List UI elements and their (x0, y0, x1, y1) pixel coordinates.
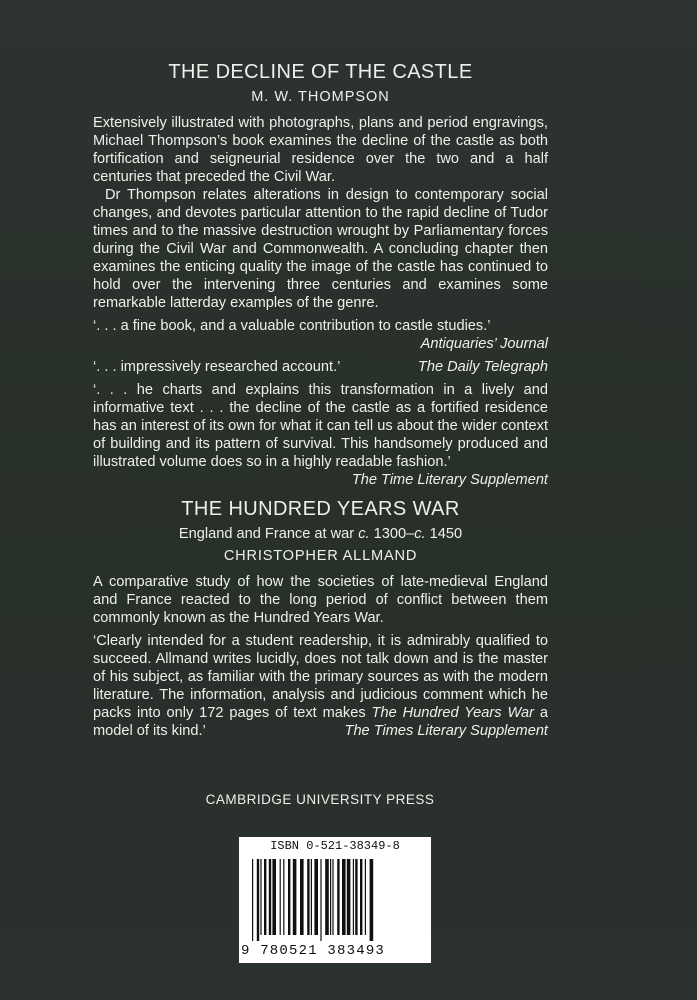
book2-para1: A comparative study of how the societies of late-medieval England and France reacted to the long period of conflict between them commonly known as the Hundred Years War. (93, 574, 548, 626)
quote-body: a model of its kind.’ (93, 705, 549, 739)
book2-title: THE HUNDRED YEARS WAR (181, 498, 460, 520)
ean-number: 9 780521 383493 (241, 943, 386, 959)
barcode-bar (307, 859, 309, 935)
barcode-bars (252, 859, 420, 941)
book2-author: CHRISTOPHER ALLMAND (223, 548, 418, 564)
subtitle-circa: c. (414, 526, 426, 542)
quote-source: The Times Literary Supplement (344, 723, 548, 739)
barcode-bar (353, 859, 354, 935)
subtitle-text: 1450 (425, 526, 463, 542)
barcode-bar (283, 859, 284, 935)
barcode-bar (337, 859, 339, 935)
book1-quote-1 (93, 317, 548, 353)
quote-source: The Time Literary Supplement (351, 472, 548, 488)
barcode-bar (330, 859, 331, 935)
book1-quote-2 (93, 358, 548, 376)
quote-text: ‘. . . a fine book, and a valuable contribution to castle studies.’ (93, 318, 491, 334)
book2-quote (93, 632, 548, 740)
barcode-bar (370, 859, 374, 941)
book2-subtitle (93, 525, 548, 543)
book1-author: M. W. THOMPSON (251, 89, 390, 105)
barcode-bar (300, 859, 304, 935)
book1-title: THE DECLINE OF THE CASTLE (168, 61, 473, 83)
isbn-label: ISBN 0-521-38349-8 (270, 839, 400, 853)
barcode-bar (325, 859, 329, 935)
quote-source: Antiquaries’ Journal (420, 336, 548, 352)
subtitle-text: England and France at war (178, 526, 359, 542)
barcode-bar (280, 859, 281, 935)
subtitle-circa: c. (358, 526, 370, 542)
barcode-bar (257, 859, 259, 941)
barcode-bar (288, 859, 290, 935)
barcode-bar (264, 859, 266, 935)
barcode-bar (293, 859, 297, 935)
barcode-bar (332, 859, 333, 935)
barcode-bar (355, 859, 357, 935)
barcode-bar (360, 859, 362, 935)
barcode-bar (269, 859, 271, 935)
book1-quote-3 (93, 381, 548, 489)
book1-para2: Dr Thompson relates alterations in design to contemporary social changes, and devotes particular attention to the rapid decline of Tudor times and to the massive destruction wrought by Parliamentary forces during the Civil War and Commonwealth. A concluding chapter then examines the enticing quality the image of the castle has continued to hold over the intervening three centuries and examines some remarkable latterday examples of the genre. (93, 187, 548, 311)
quote-source: The Daily Telegraph (417, 359, 548, 375)
barcode-bar (260, 859, 261, 935)
barcode-bar (272, 859, 276, 935)
barcode-bar (252, 859, 253, 941)
quote-body: ‘. . . he charts and explains this transformation in a lively and informative text . . . the decline of the castle as a fortified residence has an interest of its own for what it can tell us about the wider context of building and its pattern of survival. This handsomely produced and illustrated volume does so in a highly readable fashion.’ (93, 382, 548, 470)
quote-book-title: The Hundred Years War (371, 705, 534, 721)
quote-body: ‘Clearly intended for a student readership, it is admirably qualified to succeed. Allmand writes lucidly, does not talk down and is the master of his subject, as familiar with the primary sources as with the modern literature. The information, analysis and judicious comment which he packs into only 172 pages of text makes (93, 633, 548, 721)
barcode-bar (311, 859, 312, 935)
subtitle-text: 1300– (369, 526, 415, 542)
quote-text (93, 381, 548, 488)
isbn-barcode (239, 837, 431, 963)
quote-text (93, 632, 548, 740)
book1-para1: Extensively illustrated with photographs, plans and period engravings, Michael Thompson’s book examines the decline of the castle as both fortification and seigneurial residence over the two and a half centuries that preceded the Civil War. (93, 115, 548, 185)
quote-text: ‘. . . impressively researched account.’ (93, 359, 341, 375)
barcode-bar (347, 859, 351, 935)
barcode-bar (365, 859, 366, 935)
barcode-bar (320, 859, 321, 941)
barcode-bar (314, 859, 318, 935)
text-column (93, 60, 548, 740)
barcode-bar (342, 859, 346, 935)
publisher-name: CAMBRIDGE UNIVERSITY PRESS (205, 792, 435, 807)
